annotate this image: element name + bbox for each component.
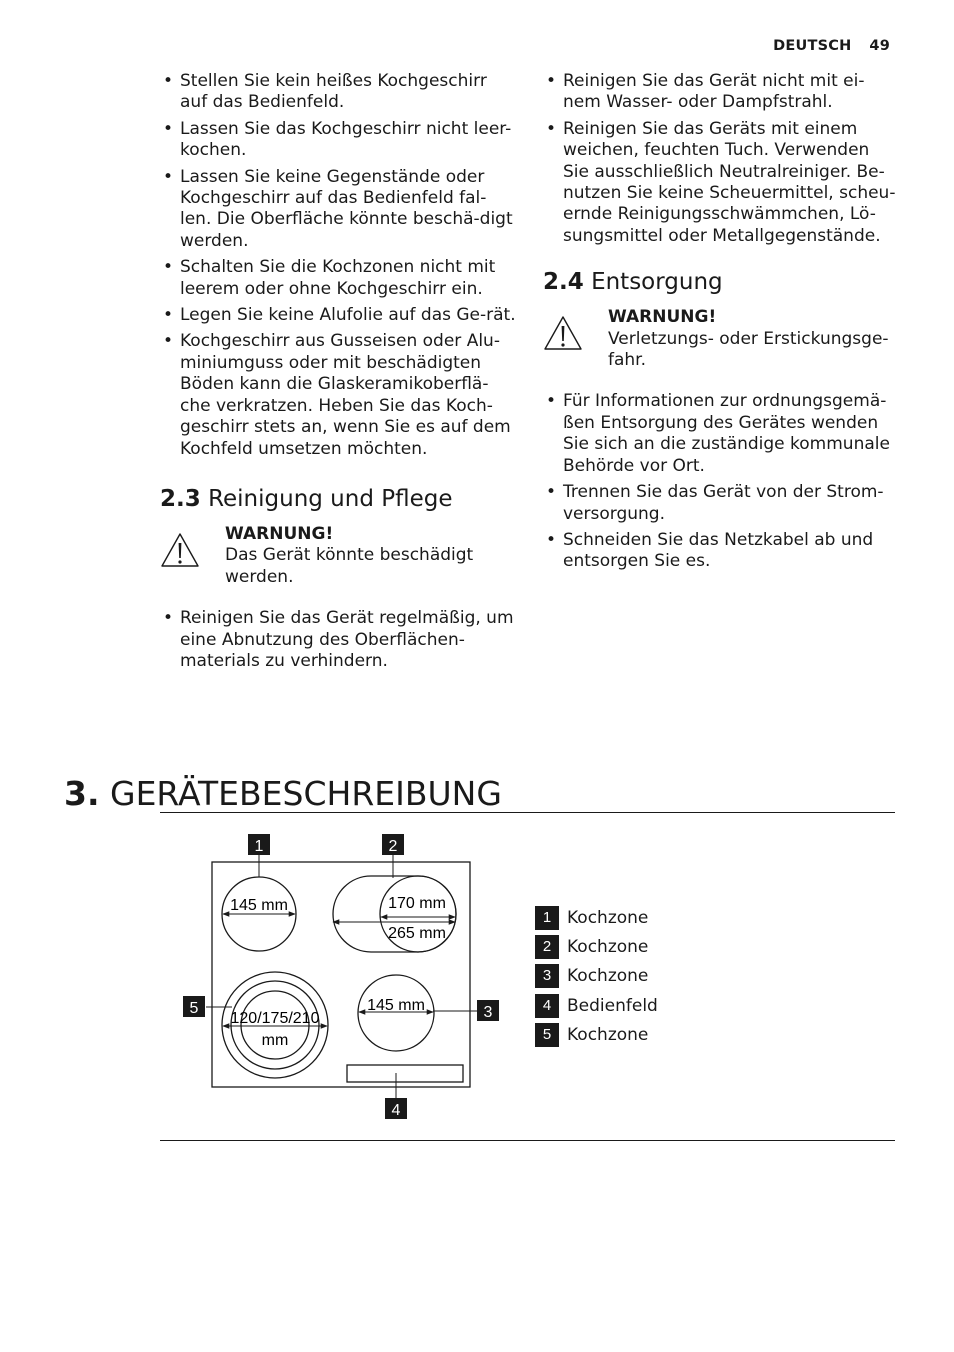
cleaning-bullet-list	[160, 608, 516, 672]
legend-number: 1	[535, 906, 559, 930]
legend-item	[535, 962, 658, 991]
legend-label: Kochzone	[567, 907, 649, 928]
zone1-dimension: 145 mm	[230, 897, 288, 914]
legend-label: Bedienfeld	[567, 995, 658, 1016]
bottom-divider	[160, 1140, 895, 1141]
chapter-title: GERÄTEBESCHREIBUNG	[110, 774, 502, 814]
list-item: • Kochgeschirr aus Gusseisen oder Alu-miniumguss oder mit beschädigten Böden kann die Glaskeramikoberflä-che verkratzen. Heben Sie das Koch-geschirr stets an, wenn Sie es auf dem Kochfeld umsetzen möchten.	[160, 331, 516, 459]
legend-item	[535, 903, 658, 932]
callout-2	[382, 834, 404, 855]
zone2-outer-dimension: 265 mm	[388, 925, 446, 942]
zone3-dimension: 145 mm	[367, 997, 425, 1014]
warning-triangle-icon	[543, 315, 583, 351]
legend-number: 5	[535, 1023, 559, 1047]
callout-1	[248, 834, 270, 855]
list-item: • Lassen Sie keine Gegenstände oder Kochgeschirr auf das Bedienfeld fal-len. Die Oberfläche könnte beschä-digt werden.	[160, 167, 516, 253]
section-number: 2.3	[160, 485, 201, 512]
list-item: • Stellen Sie kein heißes Kochgeschirr auf das Bedienfeld.	[160, 71, 516, 114]
diagram-legend	[535, 903, 658, 1049]
warning-triangle-icon	[160, 532, 200, 568]
chapter-heading	[64, 772, 502, 816]
svg-text:2: 2	[388, 838, 398, 855]
warning-title: WARNUNG!	[225, 523, 334, 544]
legend-number: 3	[535, 964, 559, 988]
warning-box	[160, 524, 516, 588]
hob-diagram	[180, 830, 510, 1125]
svg-text:3: 3	[483, 1004, 493, 1021]
legend-item	[535, 1020, 658, 1049]
right-bullet-list	[543, 71, 899, 247]
legend-item	[535, 932, 658, 961]
section-heading-2-3	[160, 485, 516, 513]
running-header	[773, 38, 890, 54]
legend-label: Kochzone	[567, 966, 649, 987]
callout-5	[183, 996, 205, 1017]
callout-4	[385, 1098, 407, 1119]
svg-text:1: 1	[254, 838, 264, 855]
svg-text:4: 4	[391, 1102, 401, 1119]
list-item: • Reinigen Sie das Gerät regelmäßig, um eine Abnutzung des Oberflächen-materials zu verhindern.	[160, 608, 516, 672]
list-item: • Lassen Sie das Kochgeschirr nicht leer-kochen.	[160, 119, 516, 162]
legend-number: 4	[535, 994, 559, 1018]
right-column	[543, 71, 899, 578]
section-number: 2.4	[543, 269, 584, 296]
warning-text: Verletzungs- oder Erstickungsge-fahr.	[608, 328, 889, 371]
section-title: Entsorgung	[591, 269, 723, 296]
zone5-dimension-unit: mm	[261, 1032, 289, 1049]
zone5-dimension: 120/175/210	[230, 1010, 320, 1027]
disposal-bullet-list	[543, 391, 899, 572]
top-divider	[160, 812, 895, 813]
legend-item	[535, 991, 658, 1020]
left-column	[160, 71, 516, 677]
list-item: • Schalten Sie die Kochzonen nicht mit leerem oder ohne Kochgeschirr ein.	[160, 257, 516, 300]
list-item: • Reinigen Sie das Geräts mit einem weichen, feuchten Tuch. Verwenden Sie ausschließlich Neutralreiniger. Be-nutzen Sie keine Scheuermittel, scheu-ernde Reinigungsschwämmchen, Lö-sungsmittel oder Metallgegenstände.	[543, 119, 899, 247]
list-item: • Schneiden Sie das Netzkabel ab und entsorgen Sie es.	[543, 530, 899, 573]
chapter-number: 3.	[64, 774, 100, 814]
warning-box	[543, 307, 899, 371]
legend-number: 2	[535, 935, 559, 959]
control-panel	[347, 1065, 463, 1082]
left-bullet-list	[160, 71, 516, 460]
callout-3	[477, 1000, 499, 1021]
list-item: • Reinigen Sie das Gerät nicht mit ei-nem Wasser- oder Dampfstrahl.	[543, 71, 899, 114]
section-title: Reinigung und Pflege	[208, 485, 453, 512]
header-language: DEUTSCH	[773, 38, 852, 54]
legend-label: Kochzone	[567, 1024, 649, 1045]
zone2-inner-dimension: 170 mm	[388, 895, 446, 912]
legend-label: Kochzone	[567, 936, 649, 957]
svg-text:5: 5	[189, 1000, 199, 1017]
section-heading-2-4	[543, 268, 899, 296]
list-item: • Legen Sie keine Alufolie auf das Ge-rät.	[160, 305, 516, 326]
list-item: • Für Informationen zur ordnungsgemä-ßen Entsorgung des Gerätes wenden Sie sich an die zuständige kommunale Behörde vor Ort.	[543, 391, 899, 477]
warning-text: Das Gerät könnte beschädigt werden.	[225, 545, 474, 587]
warning-title: WARNUNG!	[608, 307, 717, 328]
list-item: • Trennen Sie das Gerät von der Strom-versorgung.	[543, 482, 899, 525]
page-number: 49	[869, 38, 890, 54]
